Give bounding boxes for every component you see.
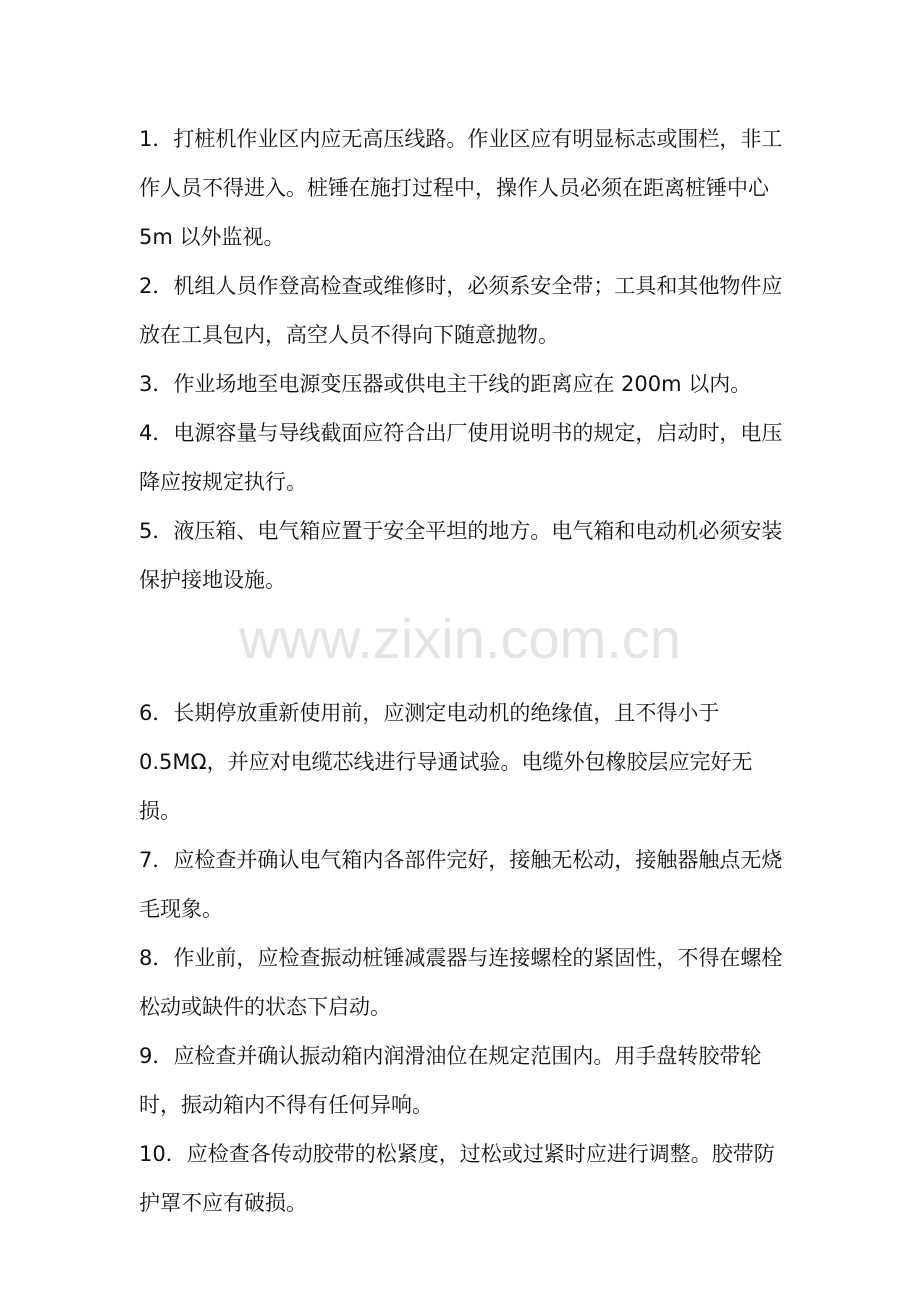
list-item: 5．液压箱、电气箱应置于安全平坦的地方。电气箱和电动机必须安装保护接地设施。 — [139, 519, 783, 592]
list-item: 10．应检查各传动胶带的松紧度，过松或过紧时应进行调整。胶带防护罩不应有破损。 — [139, 1142, 775, 1215]
watermark: www.zixin.com.cn — [239, 607, 681, 670]
list-item: 2．机组人员作登高检查或维修时，必须系安全带；工具和其他物件应放在工具包内，高空人员不得向下随意抛物。 — [139, 274, 783, 347]
list-item: 8．作业前，应检查振动桩锤减震器与连接螺栓的紧固性，不得在螺栓松动或缺件的状态下启动。 — [139, 946, 783, 1019]
list-item: 6．长期停放重新使用前，应测定电动机的绝缘值，且不得小于 0.5MΩ，并应对电缆芯线进行导通试验。电缆外包橡胶层应完好无损。 — [139, 701, 753, 823]
list-item: 1．打桩机作业区内应无高压线路。作业区应有明显标志或围栏，非工作人员不得进入。桩锤在施打过程中，操作人员必须在距离桩锤中心 5m 以外监视。 — [139, 127, 783, 249]
list-item: 4．电源容量与导线截面应符合出厂使用说明书的规定，启动时，电压降应按规定执行。 — [139, 421, 783, 494]
document-body — [139, 115, 787, 1228]
list-item: 7．应检查并确认电气箱内各部件完好，接触无松动，接触器触点无烧毛现象。 — [139, 848, 783, 921]
list-item: 3．作业场地至电源变压器或供电主干线的距离应在 200m 以内。 — [139, 372, 752, 396]
list-item: 9．应检查并确认振动箱内润滑油位在规定范围内。用手盘转胶带轮时，振动箱内不得有任何异响。 — [139, 1044, 762, 1117]
